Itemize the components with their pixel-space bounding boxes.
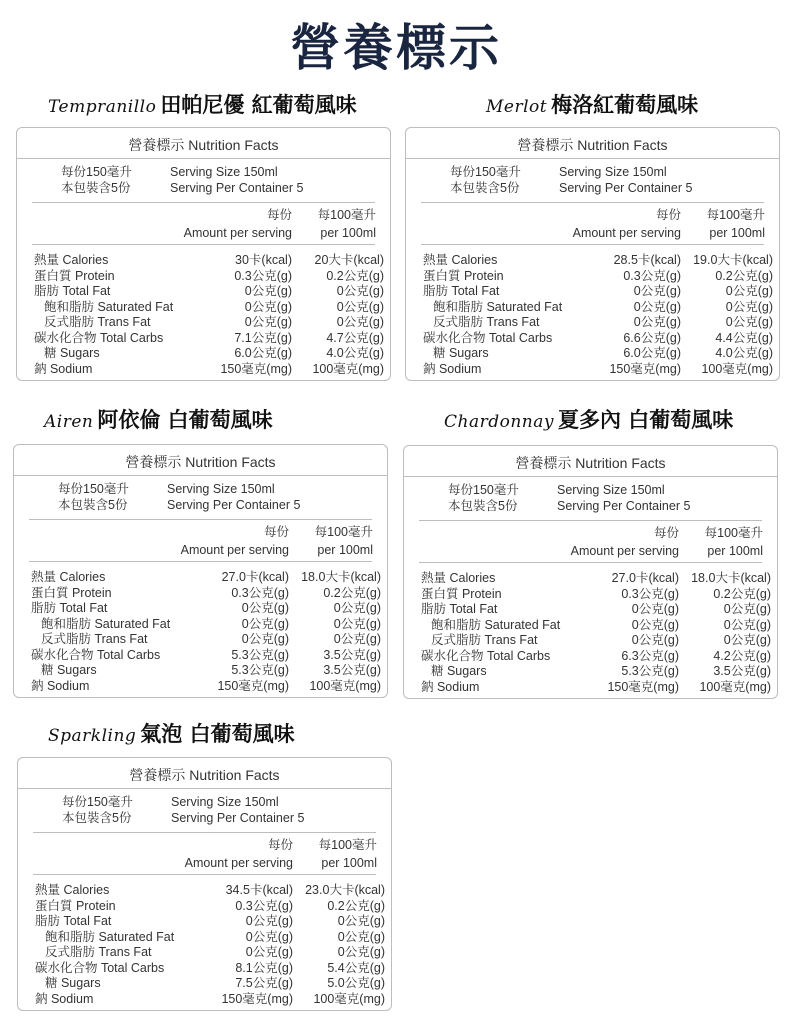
serving-size-en: Serving Size 150ml: [171, 795, 279, 809]
nutrient-label: 脂肪 Total Fat: [35, 914, 112, 928]
divider: [33, 832, 376, 833]
nutrient-label: 蛋白質 Protein: [34, 268, 115, 283]
table-row: [404, 664, 777, 680]
servings-per-container-en: Serving Per Container 5: [559, 181, 693, 195]
per-100ml-value: 0.2公克(g): [326, 268, 384, 283]
table-row: [17, 362, 390, 378]
table-row: [406, 315, 779, 331]
flavor-name-en: Tempranillo: [48, 97, 157, 117]
table-row: [406, 300, 779, 316]
per-100ml-value: 3.5公克(g): [323, 647, 381, 662]
per-serving-value: 27.0卡(kcal): [221, 570, 289, 584]
flavor-heading-chardonnay: [444, 404, 733, 434]
per-serving-value: 150毫克(mg): [217, 678, 289, 693]
per-100ml-value: 100毫克(mg): [701, 361, 773, 376]
nutrient-label: 蛋白質 Protein: [423, 268, 504, 283]
per-100ml-value: 3.5公克(g): [323, 663, 381, 677]
divider: [14, 475, 387, 476]
per-serving-value: 0公克(g): [631, 602, 679, 616]
per-serving-value: 7.1公克(g): [234, 330, 292, 345]
per-serving-value: 0公克(g): [241, 616, 289, 631]
per-100ml-value: 0公克(g): [336, 284, 384, 298]
per-serving-value: 0公克(g): [245, 945, 293, 959]
servings-per-container-zh: 本包裝含5份: [62, 811, 132, 825]
per-serving-value: 6.0公克(g): [234, 346, 292, 360]
per-serving-value: 34.5卡(kcal): [225, 883, 293, 897]
per-100ml-header-zh: 每100毫升: [318, 838, 377, 852]
table-row: [18, 976, 391, 992]
per-100ml-header-zh: 每100毫升: [317, 208, 376, 222]
per-100ml-value: 23.0大卡(kcal): [305, 883, 385, 897]
table-row: [17, 269, 390, 285]
nutrition-panel-airen: [13, 444, 388, 698]
nutrient-label: 熱量 Calories: [34, 253, 109, 267]
per-100ml-value: 18.0大卡(kcal): [301, 570, 381, 584]
table-row: [404, 602, 777, 618]
per-100ml-value: 0公克(g): [336, 315, 384, 329]
nutrient-label: 脂肪 Total Fat: [31, 601, 108, 615]
per-serving-value: 0公克(g): [241, 632, 289, 646]
per-100ml-value: 4.0公克(g): [326, 346, 384, 360]
nutrition-panel-tempranillo: [16, 127, 391, 381]
per-serving-value: 6.6公克(g): [623, 330, 681, 345]
per-100ml-value: 0.2公克(g): [327, 898, 385, 913]
table-row: [14, 570, 387, 586]
table-row: [17, 331, 390, 347]
per-serving-value: 5.3公克(g): [231, 647, 289, 662]
per-serving-value: 6.0公克(g): [623, 346, 681, 360]
nutrient-label: 糖 Sugars: [45, 976, 101, 990]
per-100ml-value: 0.2公克(g): [715, 268, 773, 283]
table-row: [17, 300, 390, 316]
nutrient-label: 鈉 Sodium: [34, 361, 93, 376]
per-serving-value: 150毫克(mg): [609, 361, 681, 376]
per-serving-value: 7.5公克(g): [235, 976, 293, 990]
per-100ml-value: 4.4公克(g): [715, 330, 773, 345]
nutrient-label: 糖 Sugars: [44, 346, 100, 360]
nutrient-label: 熱量 Calories: [31, 570, 106, 584]
divider: [29, 561, 372, 562]
nutrient-label: 碳水化合物 Total Carbs: [421, 648, 551, 663]
per-100ml-value: 100毫克(mg): [312, 361, 384, 376]
divider: [419, 520, 762, 521]
flavor-name-en: Sparkling: [48, 726, 137, 746]
per-serving-value: 30卡(kcal): [235, 253, 292, 267]
divider: [29, 519, 372, 520]
table-row: [406, 269, 779, 285]
nutrient-label: 熱量 Calories: [35, 883, 110, 897]
page-title: 營養標示: [290, 18, 502, 77]
nutrient-label: 鈉 Sodium: [421, 679, 480, 694]
table-row: [404, 618, 777, 634]
nutrient-label: 脂肪 Total Fat: [34, 284, 111, 298]
serving-size-en: Serving Size 150ml: [170, 165, 278, 179]
per-100ml-header-zh: 每100毫升: [704, 526, 763, 540]
divider: [419, 562, 762, 563]
per-100ml-value: 4.2公克(g): [713, 648, 771, 663]
per-100ml-value: 0公克(g): [725, 315, 773, 329]
per-serving-value: 0公克(g): [244, 284, 292, 298]
nutrient-label: 碳水化合物 Total Carbs: [31, 647, 161, 662]
per-100ml-header-en: per 100ml: [709, 226, 765, 240]
per-100ml-value: 3.5公克(g): [713, 664, 771, 678]
table-row: [14, 679, 387, 695]
serving-size-zh: 每份150毫升: [448, 483, 519, 497]
nutrient-label: 飽和脂肪 Saturated Fat: [41, 616, 171, 631]
divider: [17, 158, 390, 159]
table-row: [406, 253, 779, 269]
per-serving-value: 0公克(g): [631, 633, 679, 647]
per-serving-header-en: Amount per serving: [570, 544, 679, 558]
serving-size-en: Serving Size 150ml: [167, 482, 275, 496]
per-serving-value: 0公克(g): [244, 299, 292, 314]
nutrient-label: 反式脂肪 Trans Fat: [433, 315, 540, 329]
table-row: [14, 632, 387, 648]
per-100ml-value: 19.0大卡(kcal): [693, 253, 773, 267]
nutrient-label: 糖 Sugars: [431, 664, 487, 678]
per-100ml-value: 100毫克(mg): [309, 678, 381, 693]
servings-per-container-en: Serving Per Container 5: [167, 498, 301, 512]
nutrient-label: 脂肪 Total Fat: [423, 284, 500, 298]
flavor-name-en: Airen: [44, 412, 94, 432]
table-row: [404, 571, 777, 587]
per-serving-value: 0公克(g): [631, 617, 679, 632]
panel-title: 營養標示 Nutrition Facts: [517, 137, 668, 153]
flavor-name-zh: 氣泡 白葡萄風味: [140, 721, 295, 746]
per-serving-value: 0.3公克(g): [623, 268, 681, 283]
per-serving-value: 0.3公克(g): [621, 586, 679, 601]
table-row: [14, 648, 387, 664]
per-serving-value: 0公克(g): [245, 929, 293, 944]
per-serving-value: 5.3公克(g): [231, 663, 289, 677]
per-serving-value: 0.3公克(g): [234, 268, 292, 283]
serving-size-en: Serving Size 150ml: [559, 165, 667, 179]
per-100ml-value: 0公克(g): [723, 617, 771, 632]
per-100ml-value: 18.0大卡(kcal): [691, 571, 771, 585]
table-row: [406, 284, 779, 300]
flavor-heading-sparkling: [48, 718, 295, 748]
servings-per-container-zh: 本包裝含5份: [448, 499, 518, 513]
nutrient-label: 熱量 Calories: [423, 253, 498, 267]
per-serving-value: 0公克(g): [241, 601, 289, 615]
per-100ml-value: 0公克(g): [337, 914, 385, 928]
nutrient-label: 鈉 Sodium: [423, 361, 482, 376]
per-serving-value: 0公克(g): [245, 914, 293, 928]
per-100ml-header-zh: 每100毫升: [706, 208, 765, 222]
nutrient-label: 鈉 Sodium: [35, 991, 94, 1006]
per-serving-header-zh: 每份: [653, 526, 679, 540]
nutrient-label: 碳水化合物 Total Carbs: [35, 960, 165, 975]
nutrient-label: 糖 Sugars: [433, 346, 489, 360]
per-serving-value: 0.3公克(g): [235, 898, 293, 913]
per-100ml-header-en: per 100ml: [321, 856, 377, 870]
divider: [33, 874, 376, 875]
per-100ml-value: 0公克(g): [337, 929, 385, 944]
per-serving-value: 0公克(g): [633, 284, 681, 298]
nutrient-label: 反式脂肪 Trans Fat: [41, 632, 148, 646]
per-serving-value: 6.3公克(g): [621, 648, 679, 663]
nutrition-panel-merlot: [405, 127, 780, 381]
panel-title: 營養標示 Nutrition Facts: [129, 767, 280, 783]
table-row: [406, 346, 779, 362]
table-row: [404, 649, 777, 665]
per-serving-value: 150毫克(mg): [607, 679, 679, 694]
per-serving-header-en: Amount per serving: [180, 543, 289, 557]
serving-size-zh: 每份150毫升: [61, 165, 132, 179]
per-serving-value: 27.0卡(kcal): [611, 571, 679, 585]
per-100ml-value: 0公克(g): [333, 601, 381, 615]
nutrition-panel-sparkling: [17, 757, 392, 1011]
table-row: [404, 680, 777, 696]
table-row: [18, 930, 391, 946]
per-serving-header-en: Amount per serving: [184, 856, 293, 870]
table-row: [17, 253, 390, 269]
flavor-name-zh: 田帕尼優 紅葡萄風味: [160, 92, 357, 117]
per-100ml-value: 0公克(g): [336, 299, 384, 314]
divider: [32, 244, 375, 245]
table-row: [14, 663, 387, 679]
per-serving-header-en: Amount per serving: [572, 226, 681, 240]
per-100ml-value: 0公克(g): [337, 945, 385, 959]
servings-per-container-en: Serving Per Container 5: [171, 811, 305, 825]
per-100ml-value: 100毫克(mg): [313, 991, 385, 1006]
panel-title: 營養標示 Nutrition Facts: [125, 454, 276, 470]
nutrient-label: 飽和脂肪 Saturated Fat: [433, 299, 563, 314]
panel-title: 營養標示 Nutrition Facts: [128, 137, 279, 153]
serving-size-zh: 每份150毫升: [62, 795, 133, 809]
serving-size-en: Serving Size 150ml: [557, 483, 665, 497]
table-row: [18, 945, 391, 961]
nutrient-label: 熱量 Calories: [421, 571, 496, 585]
nutrient-label: 飽和脂肪 Saturated Fat: [45, 929, 175, 944]
per-serving-value: 8.1公克(g): [235, 960, 293, 975]
per-serving-header-zh: 每份: [655, 208, 681, 222]
per-100ml-value: 0.2公克(g): [323, 585, 381, 600]
per-100ml-value: 20大卡(kcal): [314, 253, 384, 267]
servings-per-container-zh: 本包裝含5份: [450, 181, 520, 195]
nutrient-label: 反式脂肪 Trans Fat: [44, 315, 151, 329]
divider: [406, 158, 779, 159]
per-100ml-header-zh: 每100毫升: [314, 525, 373, 539]
nutrient-label: 糖 Sugars: [41, 663, 97, 677]
nutrient-label: 蛋白質 Protein: [35, 898, 116, 913]
flavor-name-en: Merlot: [486, 97, 548, 117]
servings-per-container-zh: 本包裝含5份: [58, 498, 128, 512]
nutrient-label: 鈉 Sodium: [31, 678, 90, 693]
per-100ml-value: 0.2公克(g): [713, 586, 771, 601]
per-100ml-header-en: per 100ml: [320, 226, 376, 240]
per-serving-value: 0公克(g): [244, 315, 292, 329]
divider: [404, 476, 777, 477]
nutrient-label: 碳水化合物 Total Carbs: [423, 330, 553, 345]
per-serving-value: 150毫克(mg): [220, 361, 292, 376]
per-serving-header-zh: 每份: [267, 838, 293, 852]
table-row: [18, 914, 391, 930]
table-row: [404, 633, 777, 649]
flavor-name-zh: 夏多內 白葡萄風味: [557, 407, 734, 432]
divider: [32, 202, 375, 203]
nutrient-label: 飽和脂肪 Saturated Fat: [44, 299, 174, 314]
per-serving-value: 5.3公克(g): [621, 664, 679, 678]
flavor-name-en: Chardonnay: [444, 412, 554, 432]
servings-per-container-zh: 本包裝含5份: [61, 181, 131, 195]
per-100ml-value: 0公克(g): [725, 284, 773, 298]
per-100ml-value: 5.4公克(g): [327, 960, 385, 975]
table-row: [406, 362, 779, 378]
table-row: [17, 284, 390, 300]
flavor-name-zh: 阿依倫 白葡萄風味: [97, 407, 273, 432]
flavor-heading-tempranillo: [48, 89, 357, 119]
servings-per-container-en: Serving Per Container 5: [557, 499, 691, 513]
table-row: [18, 961, 391, 977]
divider: [421, 244, 764, 245]
table-row: [17, 346, 390, 362]
per-100ml-value: 4.0公克(g): [715, 346, 773, 360]
panel-title: 營養標示 Nutrition Facts: [515, 455, 666, 471]
flavor-name-zh: 梅洛紅葡萄風味: [551, 92, 699, 117]
servings-per-container-en: Serving Per Container 5: [170, 181, 304, 195]
per-serving-value: 28.5卡(kcal): [613, 253, 681, 267]
nutrient-label: 飽和脂肪 Saturated Fat: [431, 617, 561, 632]
flavor-heading-airen: [44, 404, 273, 434]
per-100ml-header-en: per 100ml: [707, 544, 763, 558]
table-row: [14, 601, 387, 617]
table-row: [14, 586, 387, 602]
per-serving-value: 0公克(g): [633, 299, 681, 314]
per-100ml-value: 0公克(g): [333, 616, 381, 631]
per-serving-value: 0公克(g): [633, 315, 681, 329]
per-100ml-value: 0公克(g): [723, 633, 771, 647]
nutrient-label: 反式脂肪 Trans Fat: [431, 633, 538, 647]
nutrient-label: 碳水化合物 Total Carbs: [34, 330, 164, 345]
nutrient-label: 脂肪 Total Fat: [421, 602, 498, 616]
nutrient-label: 蛋白質 Protein: [421, 586, 502, 601]
per-100ml-value: 0公克(g): [723, 602, 771, 616]
per-100ml-value: 100毫克(mg): [699, 679, 771, 694]
table-row: [404, 587, 777, 603]
flavor-heading-merlot: [486, 89, 698, 119]
serving-size-zh: 每份150毫升: [58, 482, 129, 496]
per-serving-header-en: Amount per serving: [183, 226, 292, 240]
per-100ml-value: 0公克(g): [333, 632, 381, 646]
per-100ml-header-en: per 100ml: [317, 543, 373, 557]
per-serving-value: 0.3公克(g): [231, 585, 289, 600]
nutrition-panel-chardonnay: [403, 445, 778, 699]
per-serving-value: 150毫克(mg): [221, 991, 293, 1006]
per-100ml-value: 4.7公克(g): [326, 330, 384, 345]
per-serving-header-zh: 每份: [266, 208, 292, 222]
nutrient-label: 蛋白質 Protein: [31, 585, 112, 600]
table-row: [18, 883, 391, 899]
table-row: [14, 617, 387, 633]
divider: [18, 788, 391, 789]
nutrient-label: 反式脂肪 Trans Fat: [45, 945, 152, 959]
serving-size-zh: 每份150毫升: [450, 165, 521, 179]
table-row: [18, 899, 391, 915]
per-100ml-value: 0公克(g): [725, 299, 773, 314]
per-serving-header-zh: 每份: [263, 525, 289, 539]
table-row: [17, 315, 390, 331]
table-row: [406, 331, 779, 347]
table-row: [18, 992, 391, 1008]
per-100ml-value: 5.0公克(g): [327, 976, 385, 990]
divider: [421, 202, 764, 203]
